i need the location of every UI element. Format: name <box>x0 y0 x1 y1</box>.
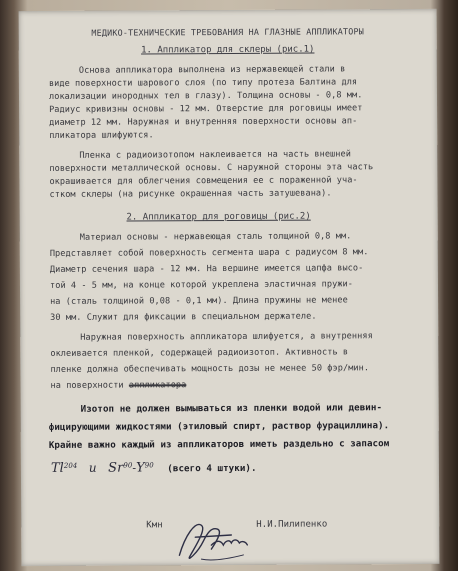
isotope-y: Y <box>136 460 145 476</box>
s2-line-2: Представляет собой поверхность сегмента шара с радиусом 8 мм. <box>49 247 369 259</box>
bold-line-3: Крайне важно каждый из аппликаторов иметь раздельно с запасом <box>48 438 390 451</box>
s1-line-9: окрашивается для облегчения совмещения ее с пораженной уча- <box>49 175 358 187</box>
s1-line-5: диаметр 12 мм. Наружная и внутренняя поверхности основы ап- <box>49 116 358 128</box>
bold-line-1: Изотоп не должен вымываться из пленки водой или девин- <box>80 402 383 415</box>
isotope-tl-mass: 204 <box>63 461 78 470</box>
struck-text: аппликатора <box>128 380 187 391</box>
signature-prefix: Кмн <box>146 520 163 531</box>
s2-line-3: Диаметр сечения шара - 12 мм. На вершине имеется цапфа высо- <box>49 263 364 275</box>
s1-line-10: стком склеры (на рисунке окрашенная часть затушевана). <box>49 188 332 200</box>
signature-name: Н.И.Пилипенко <box>256 519 328 530</box>
s2-line-4: той 4 - 5 мм, на конце которой укреплена эластичная пружи- <box>49 279 353 291</box>
s1-line-8: поверхности металлической основы. С наружной стороны эта часть <box>49 162 374 174</box>
s1-line-4: Радиус кривизны основы - 12 мм. Отверстие для роговицы имеет <box>49 103 363 115</box>
s2-line-6: 30 мм. Служит для фиксации в специальном держателе. <box>50 311 317 323</box>
isotope-y-mass: 90 <box>144 461 154 470</box>
section2-heading: 2. Аппликатор для роговицы (рис.2) <box>126 211 311 223</box>
isotope-note: (всего 4 штуки). <box>167 462 257 475</box>
isotope-line <box>51 457 257 478</box>
isotope-sep: - <box>132 461 137 475</box>
s2-line-1: Материал основы - нержавеющая сталь толщиной 0,8 мм. <box>79 231 352 243</box>
isotope-tl: Tl <box>50 460 64 476</box>
handwritten-signature <box>171 515 251 563</box>
document-title: МЕДИКО-ТЕХНИЧЕСКИЕ ТРЕБОВАНИЯ НА ГЛАЗНЫЕ АППЛИКАТОРЫ <box>91 26 364 38</box>
s2-line-8: оклеивается пленкой, содержащей радиоизотоп. Активность в <box>50 347 349 359</box>
s2-line-9: пленке должна обеспечивать мощность дозы не менее 50 фэр/мин. <box>50 363 370 375</box>
s1-line-2: виде поверхности шарового слоя (по типу протеза Балтина для <box>48 77 358 89</box>
section1-heading: 1. Аппликатор для склеры (рис.1) <box>141 44 315 56</box>
s1-line-7: Пленка с радиоизотопом наклеивается на часть внешней <box>79 149 351 161</box>
s1-line-1: Основа аппликатора выполнена из нержавеющей стали в <box>78 64 346 76</box>
s1-line-6: пликатора шлифуются. <box>49 130 154 141</box>
s2-line-5: на (сталь толщиной 0,08 - 0,1 мм). Длина пружины не менее <box>50 295 348 307</box>
isotope-conj: и <box>88 460 97 475</box>
isotope-sr: Sr <box>108 460 124 476</box>
isotope-sr-mass: 90 <box>123 461 133 470</box>
bold-line-2: фицирующими жидкостями (этиловый спирт, раствор фурациллина). <box>48 420 390 433</box>
s2-line-7: Наружная поверхность аппликатора шлифуется, а внутренняя <box>80 331 373 343</box>
s1-line-3: локализации инородных тел в глазу). Толщина основы - 0,8 мм. <box>48 90 363 102</box>
s2-line-10: на поверхности аппликатора <box>50 380 187 391</box>
document-page <box>19 9 440 566</box>
